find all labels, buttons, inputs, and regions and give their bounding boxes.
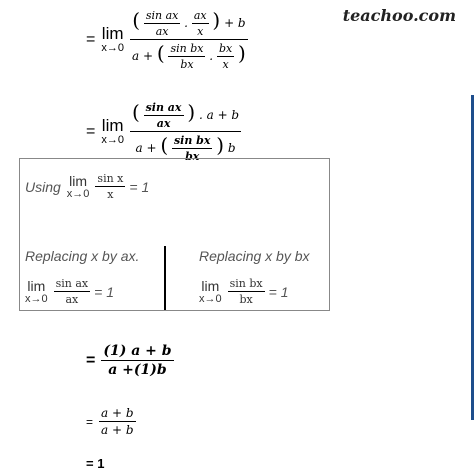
a-plus-text: a + bbox=[131, 49, 153, 63]
plus-b-text: + b bbox=[224, 16, 246, 30]
step-1-denominator: a + ( $\frac{\text{sin bx}}{bx}$ . $\frac{bx}{x}$ ) bbox=[131, 41, 246, 71]
dot-a-plus-b-text: . a + b bbox=[198, 108, 240, 122]
step-4-numerator: a + b bbox=[101, 406, 134, 420]
step-3-expression bbox=[86, 343, 174, 378]
lim-subscript: x→0 bbox=[101, 42, 124, 54]
sin-bx-text: sin bx bbox=[173, 134, 211, 147]
equals-sign: = bbox=[86, 30, 96, 48]
step-4-fraction bbox=[99, 406, 136, 437]
sinbx-over-bx-fraction bbox=[228, 277, 265, 306]
step-4-expression bbox=[86, 406, 136, 437]
equals-one-text: = 1 bbox=[268, 283, 289, 300]
left-replacement-heading: Replacing x by ax. bbox=[25, 248, 140, 264]
dot-operator: . bbox=[209, 49, 214, 63]
equals-sign: = bbox=[86, 414, 94, 429]
lim-subscript: x→0 bbox=[199, 292, 222, 305]
bx-text: bx bbox=[218, 42, 233, 55]
final-result: = 1 bbox=[86, 456, 105, 471]
using-label: Using bbox=[25, 178, 61, 195]
sin-ax-text: sin ax bbox=[145, 9, 179, 22]
limit-operator bbox=[101, 25, 124, 54]
limit-operator bbox=[25, 279, 48, 305]
bx-text: bx bbox=[239, 293, 253, 306]
step-2-fraction bbox=[130, 100, 241, 163]
bx-text: bx bbox=[180, 58, 194, 71]
x-text: x bbox=[197, 25, 204, 38]
limit-operator bbox=[101, 117, 124, 146]
x-text: x bbox=[107, 188, 114, 201]
a-plus-text: a + bbox=[135, 141, 157, 155]
equals-one-text: = 1 bbox=[129, 178, 150, 195]
lim-subscript: x→0 bbox=[66, 187, 90, 200]
sin-bx-text: sin bx bbox=[229, 277, 263, 290]
lim-subscript: x→0 bbox=[25, 292, 48, 305]
step-1-expression bbox=[86, 8, 248, 71]
sin-ax-text: sin ax bbox=[55, 277, 89, 290]
lim-word: lim bbox=[69, 172, 88, 189]
sinx-over-x-fraction bbox=[95, 172, 125, 201]
right-replacement-limit bbox=[199, 277, 288, 306]
lim-word: lim bbox=[201, 277, 220, 294]
step-1-fraction bbox=[130, 8, 248, 71]
sin-bx-text: sin bx bbox=[170, 42, 204, 55]
x-text: x bbox=[222, 58, 229, 71]
step-2-denominator: a + ( $\frac{\text{sin bx}}{bx}$ ) b bbox=[135, 133, 236, 163]
left-replacement-limit bbox=[25, 277, 114, 306]
using-identity-row bbox=[25, 172, 149, 201]
sinax-over-ax-fraction bbox=[54, 277, 91, 306]
lim-word: lim bbox=[101, 116, 124, 135]
ax-text: ax bbox=[193, 9, 207, 22]
step-3-denominator: a +(1)b bbox=[108, 362, 167, 378]
step-1-numerator: ( $\frac{\text{sin ax}}{ax}$ . $\frac{ax}{x}$ ) + b bbox=[132, 8, 246, 38]
lim-word: lim bbox=[101, 24, 124, 43]
sin-x-text: sin x bbox=[97, 172, 124, 185]
limit-operator bbox=[199, 279, 222, 305]
equals-sign: = bbox=[86, 122, 96, 140]
ax-text: ax bbox=[155, 25, 169, 38]
equals-one-text: = 1 bbox=[94, 283, 114, 300]
right-replacement-heading: Replacing x by bx bbox=[199, 248, 310, 264]
sin-ax-text: sin ax bbox=[145, 101, 182, 114]
step-3-fraction bbox=[101, 343, 173, 378]
ax-text: ax bbox=[65, 293, 79, 306]
teachoo-logo: teachoo.com bbox=[342, 6, 456, 25]
dot-operator: . bbox=[184, 16, 188, 30]
limit-operator bbox=[67, 174, 90, 200]
equals-sign: = bbox=[86, 351, 96, 369]
step-4-denominator: a + b bbox=[101, 423, 134, 437]
b-text: b bbox=[227, 141, 236, 155]
ax-text: ax bbox=[156, 117, 171, 130]
bx-text: bx bbox=[185, 150, 200, 163]
step-2-numerator: ( $\frac{\text{sin ax}}{ax}$ ) . a + b bbox=[131, 100, 240, 130]
step-3-numerator: (1) a + b bbox=[103, 343, 172, 359]
lim-subscript: x→0 bbox=[101, 134, 124, 146]
step-2-expression bbox=[86, 100, 241, 163]
column-divider bbox=[164, 246, 166, 310]
lim-word: lim bbox=[27, 277, 46, 294]
